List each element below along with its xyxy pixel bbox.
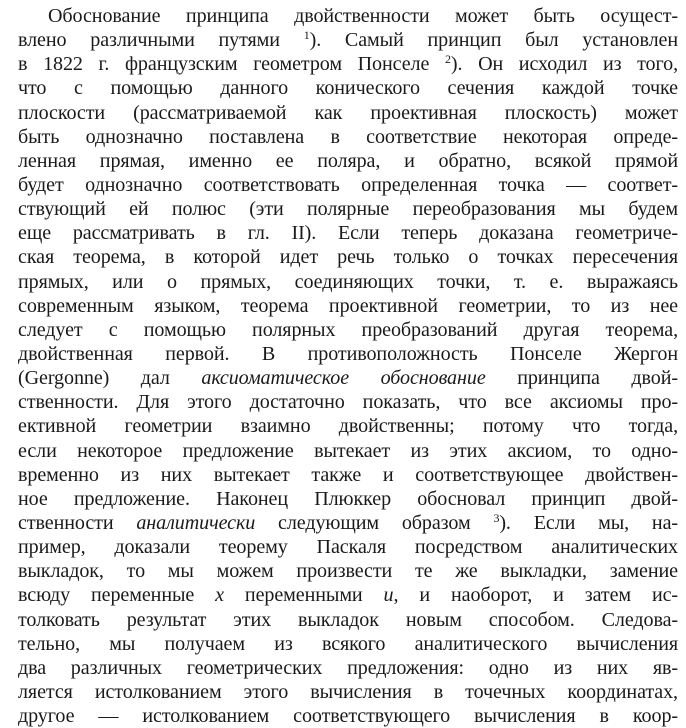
text-line bbox=[18, 487, 678, 511]
text-segment: ективной геометрии взаимно двойственны; потому что тогда, bbox=[18, 415, 678, 438]
text-segment: ляется истолкованием этого вычисления в точечных координатах, bbox=[18, 680, 678, 703]
text-segment: тельно, мы получаем из всякого аналитического вычисления bbox=[18, 632, 678, 655]
text-segment: современным языком, теорема проективной геометрии, то из нее bbox=[18, 294, 678, 317]
text-line bbox=[18, 704, 678, 728]
text-line bbox=[18, 221, 678, 245]
text-segment: ская теорема, в которой идет речь только о точках пересечения bbox=[18, 246, 678, 269]
text-line bbox=[18, 294, 678, 318]
text-segment: влено различными путями bbox=[18, 29, 304, 52]
text-line bbox=[18, 559, 678, 583]
text-line bbox=[18, 390, 678, 414]
book-page bbox=[18, 4, 678, 728]
footnote-marker: 1 bbox=[303, 28, 310, 43]
principle-of-duality-paragraph bbox=[18, 4, 678, 728]
text-line bbox=[18, 52, 678, 76]
text-segment: толковать результат этих выкладок новым способом. Следова- bbox=[18, 608, 678, 631]
text-line bbox=[18, 583, 678, 607]
text-line bbox=[18, 632, 678, 656]
text-line bbox=[18, 656, 678, 680]
text-segment: два различных геометрических предложения: одно из них яв- bbox=[18, 656, 678, 679]
text-segment: что с помощью данного конического сечения каждой точке bbox=[18, 77, 678, 100]
italic-text: аксиоматическое обоснование bbox=[201, 367, 486, 390]
text-segment: временно из них вытекает также и соответствующее двойствен- bbox=[18, 463, 678, 486]
text-segment: другое — истолкованием соответствующего вычисления в коор- bbox=[18, 705, 678, 728]
text-segment: прямых, или о прямых, соединяющих точки, т. е. выражаясь bbox=[18, 270, 678, 293]
text-line bbox=[18, 76, 678, 100]
text-segment: , и наоборот, и затем ис- bbox=[393, 584, 679, 607]
text-line bbox=[18, 680, 678, 704]
text-segment: двойственная первой. В противоположность Понселе Жергон bbox=[18, 342, 678, 365]
italic-text: аналитически bbox=[136, 511, 256, 534]
text-line bbox=[18, 173, 678, 197]
text-segment: переменными bbox=[223, 584, 384, 607]
text-segment: принципа двой- bbox=[485, 367, 678, 390]
text-segment: ственности bbox=[18, 511, 137, 534]
text-line bbox=[18, 414, 678, 438]
footnote-marker: 3 bbox=[493, 510, 500, 525]
text-segment: ). Самый принцип был установлен bbox=[309, 29, 678, 52]
text-segment: следующим образом bbox=[255, 511, 494, 534]
text-line bbox=[18, 608, 678, 632]
text-line bbox=[18, 4, 678, 28]
text-line bbox=[18, 511, 678, 535]
text-line bbox=[18, 270, 678, 294]
text-segment: ное предложение. Наконец Плюккер обосновал принцип двой- bbox=[18, 487, 678, 510]
text-line bbox=[18, 439, 678, 463]
text-segment: Обоснование принципа двойственности может быть осущест- bbox=[48, 5, 678, 27]
text-segment: плоскости (рассматриваемой как проективная плоскость) может bbox=[18, 101, 678, 124]
italic-text: u bbox=[383, 584, 394, 607]
text-line bbox=[18, 125, 678, 149]
text-segment: (Gergonne) дал bbox=[18, 367, 202, 390]
text-segment: всюду переменные bbox=[18, 584, 216, 607]
text-segment: следует с помощью полярных преобразований другая теорема, bbox=[18, 318, 678, 341]
text-segment: ленная прямая, именно ее поляра, и обратно, всякой прямой bbox=[18, 149, 678, 172]
italic-text: x bbox=[215, 584, 224, 607]
text-segment: пример, доказали теорему Паскаля посредством аналитических bbox=[18, 536, 678, 559]
text-segment: выкладок, то мы можем произвести те же выкладки, замение bbox=[18, 560, 678, 583]
text-line bbox=[18, 245, 678, 269]
text-line bbox=[18, 535, 678, 559]
footnote-marker: 2 bbox=[444, 52, 451, 67]
text-line bbox=[18, 342, 678, 366]
text-segment: ). Он исходил из того, bbox=[450, 53, 678, 76]
text-segment: в 1822 г. французским геометром Понселе bbox=[18, 53, 445, 76]
text-segment: быть однозначно поставлена в соответствие некоторая опреде- bbox=[18, 125, 678, 148]
text-segment: будет однозначно соответствовать определенная точка — соответ- bbox=[18, 173, 678, 196]
text-segment: если некоторое предложение вытекает из этих аксиом, то одно- bbox=[18, 439, 678, 462]
text-line bbox=[18, 366, 678, 390]
text-segment: еще рассматривать в гл. II). Если теперь доказана геометриче- bbox=[18, 222, 678, 245]
text-segment: ствующий ей полюс (эти полярные переобразования мы будем bbox=[18, 198, 678, 221]
text-line bbox=[18, 149, 678, 173]
text-line bbox=[18, 28, 678, 52]
text-segment: ). Если мы, на- bbox=[499, 511, 678, 534]
text-line bbox=[18, 463, 678, 487]
text-line bbox=[18, 197, 678, 221]
text-line bbox=[18, 101, 678, 125]
text-segment: ственности. Для этого достаточно показать, что все аксиомы про- bbox=[18, 391, 678, 414]
text-line bbox=[18, 318, 678, 342]
